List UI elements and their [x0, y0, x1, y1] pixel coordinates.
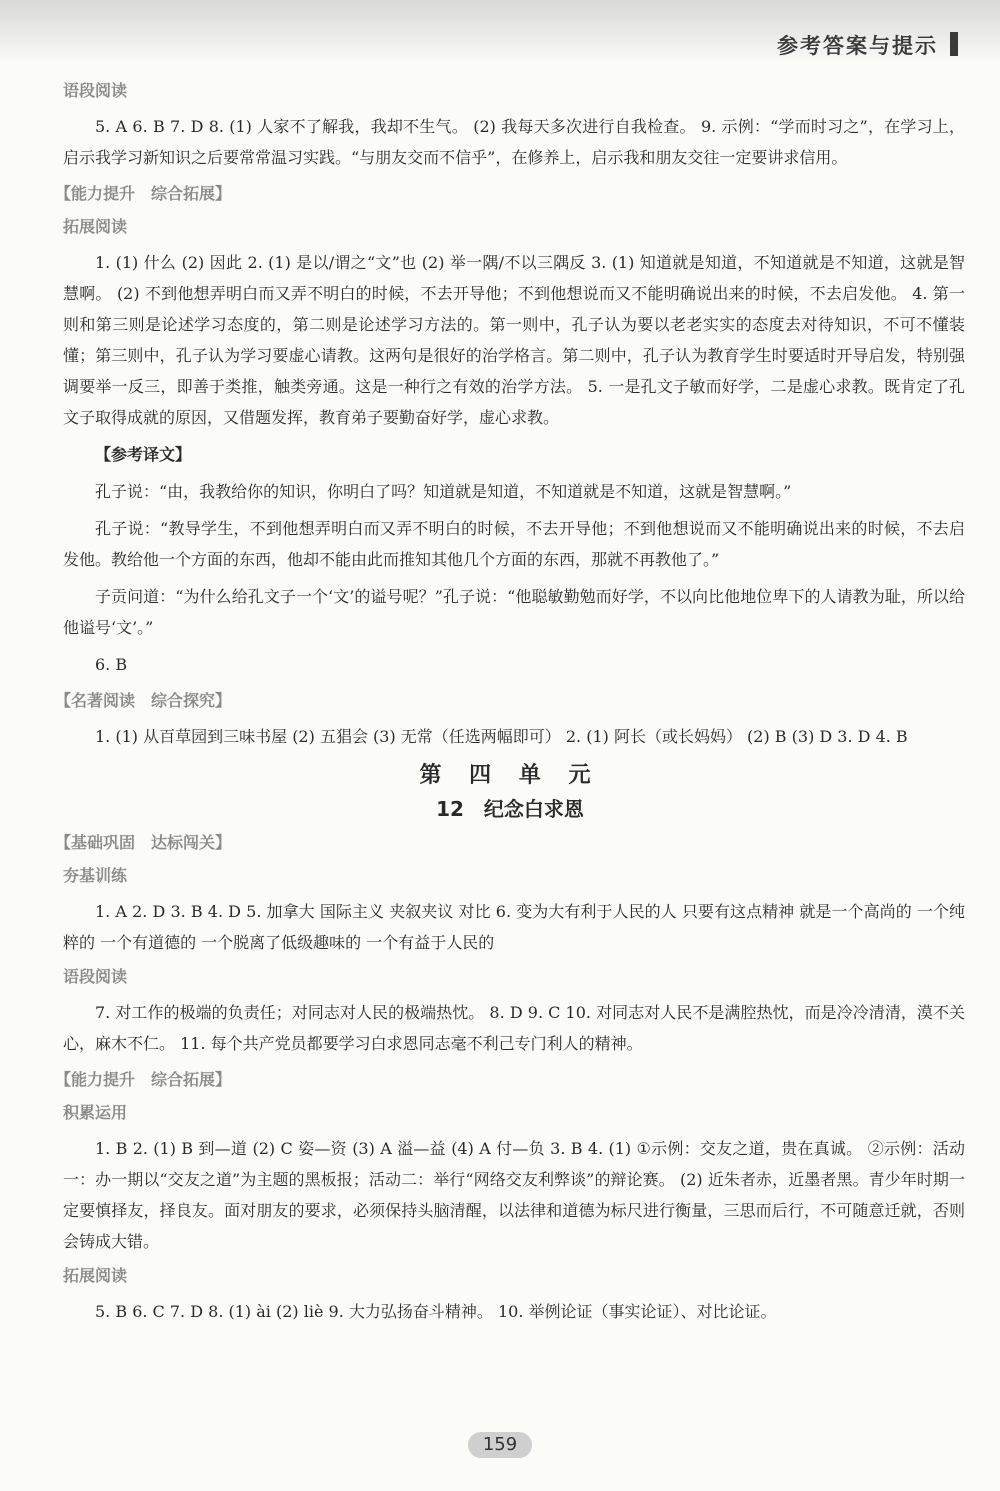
unit-title: 第 四 单 元 — [419, 763, 601, 788]
lesson-title: 12 纪念白求恩 — [436, 797, 584, 821]
page-content — [55, 72, 965, 1333]
page-number: 159 — [468, 1432, 532, 1458]
section-heading: 拓展阅读 — [63, 217, 128, 236]
section-heading: 积累运用 — [63, 1103, 128, 1122]
header-title: 参考答案与提示 — [777, 34, 938, 58]
answer-paragraph: 1. B 2. (1) B 到—道 (2) C 姿—资 (3) A 溢—益 (4) A 付—负 3. B 4. (1) ①示例：交友之道，贵在真诚。 ②示例：活动一：办一期以“交友之道”为主题的黑板报；活动二：举行“网络交友利弊谈”的辩论赛。 (2) 近朱者赤，近墨者黑。青少年时期一定要慎择友，择良友。面对朋友的要求，必须保持头脑清醒，以法律和道德为标尺进行衡量，三思而后行，不可随意迁就，否则会铸成大错。 — [63, 1139, 965, 1251]
section-banner: 【能力提升 综合拓展】 — [55, 184, 232, 203]
answer-paragraph: 5. A 6. B 7. D 8. (1) 人家不了解我，我却不生气。 (2) 我每天多次进行自我检查。 9. 示例：“学而时习之”，在学习上，启示我学习新知识之后要常常温习实践。“与朋友交而不信乎”，在修养上，启示我和朋友交往一定要讲求信用。 — [63, 117, 965, 167]
section-banner: 【基础巩固 达标闯关】 — [55, 833, 232, 852]
translation-heading: 【参考译文】 — [95, 445, 192, 464]
answer-paragraph: 7. 对工作的极端的负责任；对同志对人民的极端热忱。 8. D 9. C 10. 对同志对人民不是满腔热忱，而是冷冷清清，漠不关心，麻木不仁。 11. 每个共产党员都要学习白求恩同志毫不利己专门利人的精神。 — [63, 1003, 965, 1053]
answer-paragraph: 子贡问道：“为什么给孔文子一个‘文’的谥号呢？”孔子说：“他聪敏勤勉而好学，不以向比他地位卑下的人请教为耻，所以给他谥号‘文’。” — [63, 587, 965, 637]
answer-paragraph: 孔子说：“由，我教给你的知识，你明白了吗？知道就是知道，不知道就是不知道，这就是智慧啊。” — [95, 482, 792, 501]
section-heading: 拓展阅读 — [63, 1266, 128, 1285]
answer-paragraph: 5. B 6. C 7. D 8. (1) ài (2) liè 9. 大力弘扬奋斗精神。 10. 举例论证（事实论证）、对比论证。 — [95, 1302, 777, 1321]
answer-paragraph: 孔子说：“教导学生，不到他想弄明白而又弄不明白的时候，不去开导他；不到他想说而又不能明确说出来的时候，不去启发他。教给他一个方面的东西，他却不能由此而推知其他几个方面的东西，那就不再教他了。” — [63, 519, 965, 569]
answer-paragraph: 1. (1) 从百草园到三味书屋 (2) 五猖会 (3) 无常（任选两幅即可） 2. (1) 阿长（或长妈妈） (2) B (3) D 3. D 4. B — [95, 727, 908, 746]
section-banner: 【能力提升 综合拓展】 — [55, 1070, 232, 1089]
header-bar — [950, 32, 958, 56]
section-heading: 语段阅读 — [63, 967, 128, 986]
section-heading: 语段阅读 — [63, 81, 128, 100]
section-banner: 【名著阅读 综合探究】 — [55, 691, 232, 710]
section-heading: 夯基训练 — [63, 866, 128, 885]
answer-paragraph: 1. A 2. D 3. B 4. D 5. 加拿大 国际主义 夹叙夹议 对比 6. 变为大有利于人民的人 只要有这点精神 就是一个高尚的 一个纯粹的 一个有道德的 一个脱离了低级趣味的 一个有益于人民的 — [63, 902, 965, 952]
answer-paragraph: 6. B — [95, 655, 128, 674]
answer-paragraph: 1. (1) 什么 (2) 因此 2. (1) 是以/谓之“文”也 (2) 举一隅/不以三隅反 3. (1) 知道就是知道，不知道就是不知道，这就是智慧啊。 (2) 不到他想弄明白而又弄不明白的时候，不去开导他；不到他想说而又不能明确说出来的时候，不去启发他。 4. 第一则和第三则是论述学习态度的，第二则是论述学习方法的。第一则中，孔子认为要以老老实实的态度去对待知识，不可不懂装懂；第三则中，孔子认为学习要虚心请教。这两句是很好的治学格言。第二则中，孔子认为教育学生时要适时开导启发，特别强调要举一反三，即善于类推，触类旁通。这是一种行之有效的治学方法。 5. 一是孔文子敏而好学，二是虚心求教。既肯定了孔文子取得成就的原因，又借题发挥，教育弟子要勤奋好学，虚心求教。 — [63, 253, 965, 427]
